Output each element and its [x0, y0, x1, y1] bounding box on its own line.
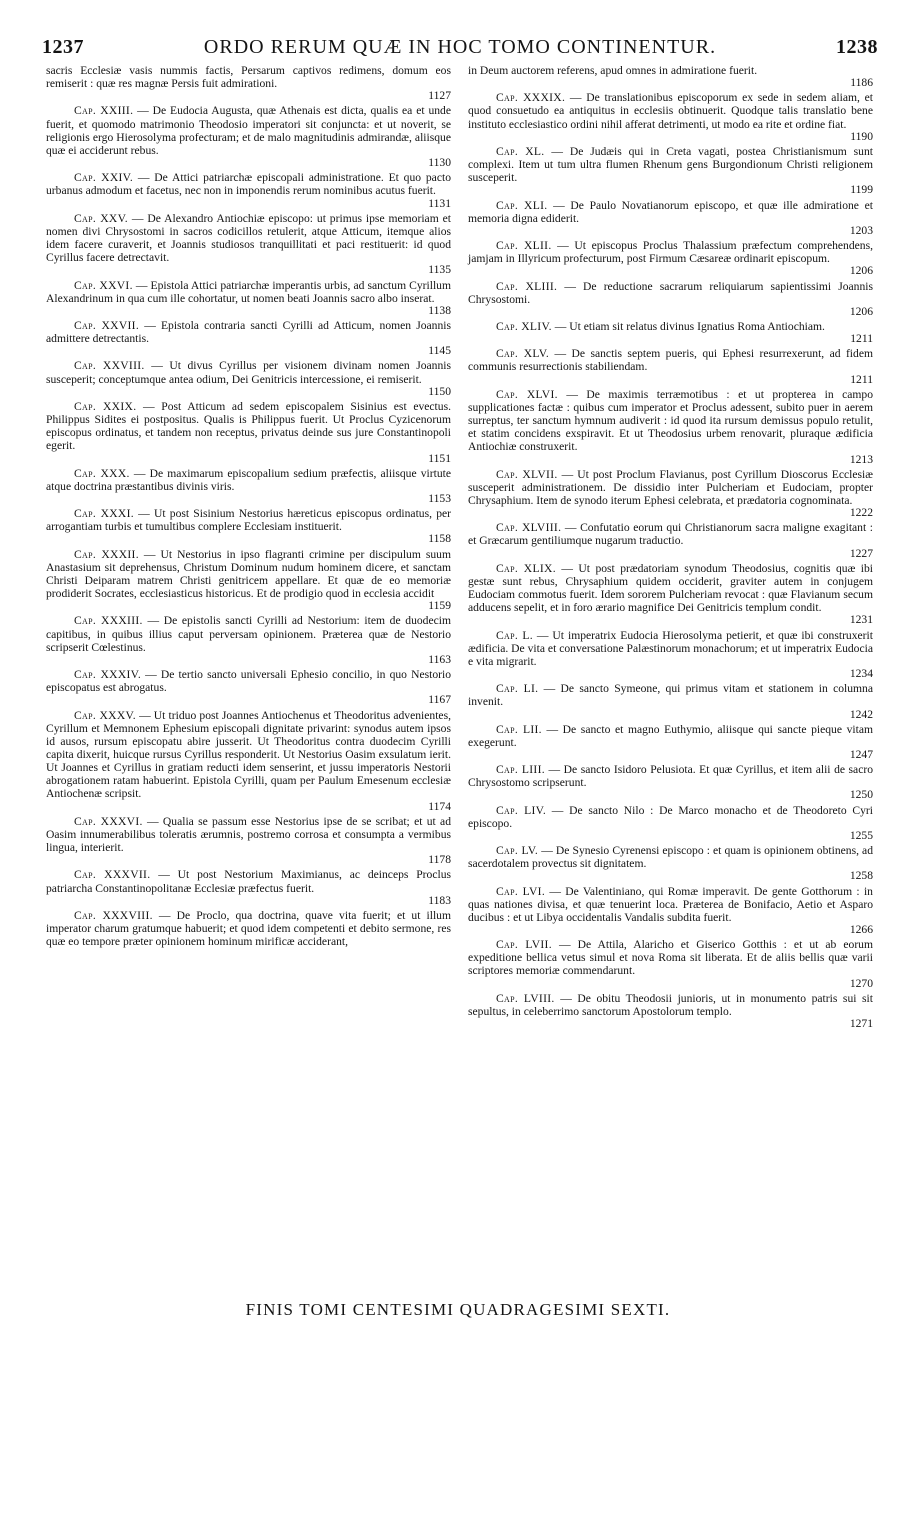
toc-entry	[46, 709, 451, 813]
chapter-description: — De sancto Isidoro Pelusiota. Et quæ Cyrillus, et item alii de sacro Chrysostomo scripserunt.	[468, 763, 874, 790]
chapter-description: — Ut post prædatoriam synodum Theodosius, cognitis quæ ibi gestæ sunt rebus, Chrysaphium quidem occiderit, graviter autem in conjugem Eudociam commotus fuerit. Idem sororem Pulcheriam revocat : quæ Flavianum secum adducens sepelit, et in foro ærario magnifice Dei Genitricis templum condit.	[468, 561, 873, 615]
column-reference: 1203	[849, 223, 873, 237]
chapter-description: — De Proclo, qua doctrina, quave vita fuerit; et ut illum imperator charum gratumque habuerit; et quod idem competenti et debito sermone, res quæ eo tempore præter opinionem hominum mirificæ acciderant,	[46, 908, 451, 949]
column-reference: 1138	[428, 303, 451, 317]
column-reference: 1247	[849, 747, 873, 761]
chapter-description: — Qualia se passum esse Nestorius ipse de se scribat; et ut ad Oasim innumerabilibus toleratis ærumnis, postremo corrosa et consumpta a vermibus lingua, interierit.	[46, 814, 451, 855]
chapter-description: — De Attila, Alaricho et Giserico Gotthis : et ut ab eorum expeditione bellica vetus simul et nova Roma sit liberata. Et de aliis bellis quæ varii scriptores memoriæ commendarunt.	[468, 938, 873, 978]
chapter-label: Cap. XLI.	[496, 198, 548, 212]
chapter-description: — De Judæis qui in Creta vagati, postea Christianismum sunt complexi. Item ut tum ultra flumen Rhenum gens Burgondionum Christi religionem susceperit.	[468, 144, 873, 185]
chapter-description: — Epistola Attici patriarchæ imperantis urbis, ad sanctum Cyrillum Alexandrinum in qua cum ille cohortatur, ut nomen beati Joannis sacro albo inserat.	[46, 278, 452, 305]
chapter-label: Cap. XXXII.	[74, 547, 139, 561]
chapter-description: — Ut post Sisinium Nestorius hæreticus episcopus ordinatus, per arrogantiam turbis et tumultibus complere Ecclesiam instituerit.	[46, 507, 452, 534]
column-reference: 1174	[428, 799, 451, 813]
column-reference: 1159	[428, 599, 451, 613]
chapter-label: Cap. XXV.	[74, 211, 128, 225]
toc-entry	[468, 468, 873, 520]
chapter-label: Cap. LVI.	[496, 884, 546, 898]
chapter-description: — De Synesio Cyrenensi episcopo : et quam is opinionem obtinens, ad sacerdotalem provectus sit dignitatem.	[468, 844, 874, 871]
chapter-label: Cap. XLIII.	[496, 279, 558, 293]
column-reference: 1206	[849, 264, 873, 278]
column-reference: 1234	[849, 667, 873, 681]
toc-entry	[468, 938, 873, 990]
chapter-label: Cap. XXXIII.	[74, 614, 143, 628]
toc-entry	[468, 91, 873, 143]
chapter-description: — De maximarum episcopalium sedium præfectis, aliisque virtute atque doctrina præstantibus divinis viris.	[46, 466, 451, 493]
chapter-label: Cap. XLVIII.	[496, 521, 562, 535]
toc-entry	[46, 212, 451, 277]
column-reference: 1151	[428, 451, 451, 465]
chapter-description: — De sancto Nilo : De Marco monacho et de Theodoreto Cyri episcopo.	[468, 803, 873, 830]
toc-entry	[46, 359, 451, 397]
column-reference: 1153	[428, 492, 451, 505]
toc-entry	[468, 804, 873, 842]
column-reference: 1213	[849, 452, 873, 466]
column-reference: 1206	[849, 304, 873, 318]
toc-entry	[468, 885, 873, 937]
column-reference: 1227	[849, 546, 873, 560]
column-reference: 1163	[428, 652, 451, 666]
toc-entry	[468, 388, 873, 466]
chapter-label: Cap. XXIV.	[74, 171, 134, 185]
toc-entry	[46, 64, 451, 102]
chapter-description: — De reductione sacrarum reliquiarum sapientissimi Joannis Chrysostomi.	[468, 279, 873, 306]
toc-entry	[46, 909, 451, 948]
chapter-description: — Ut post Proclum Flavianus, post Cyrillum Dioscorus Ecclesiæ susceperit administrationem. De dissidio inter Pulcheriam et Eudociam, propter Chrysaphium. Item de synodo iterum Ephesi celebrata, et prædatoria cognominata.	[468, 467, 873, 507]
toc-entry	[46, 548, 451, 613]
toc-entry	[46, 104, 451, 169]
chapter-description: — Ut post Nestorium Maximianus, ac deinceps Proclus patriarcha Constantinopolitanæ Ecclesiæ præfectus fuerit.	[46, 868, 452, 895]
chapter-label: Cap. LIII.	[496, 763, 545, 777]
chapter-description: — De sancto et magno Euthymio, aliisque qui sancte pieque vitam exegerunt.	[468, 722, 873, 749]
toc-entry	[468, 320, 873, 345]
chapter-description: — Ut imperatrix Eudocia Hierosolyma petierit, et quæ ibi construxerit ædificia. De vita et conversatione Palæstinorum monachorum; et ut imperatrix Eudocia e vita migrarit.	[468, 628, 873, 668]
chapter-description: — Confutatio eorum qui Christianorum sacra maligne exagitant : et Græcarum gentiliumque nugarum traductio.	[468, 521, 874, 548]
chapter-label: Cap. XXXVII.	[74, 868, 151, 882]
toc-entry	[46, 668, 451, 706]
column-reference: 1271	[849, 1017, 873, 1031]
toc-entry	[46, 279, 451, 317]
column-reference: 1211	[850, 372, 873, 386]
chapter-description: — Epistola contraria sancti Cyrilli ad Atticum, nomen Joannis admittere detrectantis.	[46, 318, 452, 346]
chapter-description: — De maximis terræmotibus : et ut propterea in campo supplicationes factæ : quibus cum imperator et Proclus adessent, subito puer in aerem surreptus, ter sanctum hymnum audiverit : id quod ita rursum demissus populo retulit, et statim concidens exspiravit. Et ut Theodosius urbem renovarit, pluraque ædificia Antiochiæ construxerit.	[468, 387, 873, 454]
chapter-label: Cap. LII.	[496, 722, 542, 736]
chapter-label: Cap. XXXVI.	[74, 814, 143, 828]
finis-line: FINIS TOMI CENTESIMI QUADRAGESIMI SEXTI.	[245, 1300, 671, 1319]
chapter-description: — De Eudocia Augusta, quæ Athenais est dicta, qualis ea et unde fuerit, et quomodo matrimonio Theodosio imperatori sit conjuncta: et ut noverit, se religionis ergo Hierosolyma profecturam; et de malo magnitudinis admirandæ, aliisque quæ ei acciderunt rebus.	[46, 104, 451, 157]
page-number-right: 1238	[836, 36, 878, 58]
toc-entry	[468, 682, 873, 720]
chapter-label: Cap. XXX.	[74, 466, 130, 480]
chapter-description: — De translationibus episcoporum ex sede in sedem aliam, et quod consuetudo ea antiquitus in ecclesiis obtinuerit. Quodque talis translatio bene instituto ecclesiastico ordini nihil afferat detrimenti, ut modo ea rite et ordine fiat.	[468, 91, 873, 131]
column-reference: 1258	[849, 869, 873, 883]
column-reference: 1127	[428, 89, 451, 103]
chapter-label: Cap. XXIX.	[74, 399, 137, 413]
column-reference: 1199	[850, 183, 873, 197]
chapter-label: Cap. LV.	[496, 844, 539, 858]
chapter-description: — De Paulo Novatianorum episcopo, et quæ ille admiratione et memoria digna ediderit.	[468, 198, 873, 225]
chapter-description: — De sancto Symeone, qui primus vitam et stationem in columna invenit.	[468, 682, 873, 709]
chapter-description: — Ut episcopus Proclus Thalassium præfectum comprehendens, jamjam in Illyricum profecturum, post Firmum Cæsareæ ordinarit episcopum.	[468, 239, 873, 266]
column-reference: 1242	[849, 707, 873, 721]
column-reference: 1250	[849, 788, 873, 802]
chapter-label: Cap. XLV.	[496, 347, 550, 361]
chapter-description: sacris Ecclesiæ vasis nummis factis, Persarum captivos redimens, domum eos remiserit : quæ res magnæ Persis fuit admirationi.	[46, 64, 451, 91]
column-reference: 1131	[428, 196, 451, 210]
column-reference: 1186	[850, 76, 873, 90]
toc-entry	[468, 723, 873, 761]
toc-entry	[468, 64, 873, 89]
toc-entry	[46, 319, 451, 357]
chapter-label: Cap. XXXI.	[74, 507, 134, 521]
chapter-description: — Ut Nestorius in ipso flagranti crimine per discipulum suum Anastasium sit deprehensus, Christum Dominum nudum hominem dicere, et sanctam Christi Deiparam matrem Christi genitricem appellare. Et quæ de eo memoriæ prodiderit Socrates, ecclesiasticus historicus. Et de prodigio quod in ecclesia accidit	[46, 547, 451, 601]
chapter-description: — De Alexandro Antiochiæ episcopo: ut primus ipse memoriam et nomen divi Chrysostomi in sacros codicillos retulerit, atque Atticum, itemque alios idem facere curaverit, et Joannis studiosos tranquillitati et paci restituerit: id quod Cyrillus facere detrectavit.	[46, 211, 451, 265]
column-reference: 1211	[850, 332, 873, 346]
column-reference: 1255	[849, 828, 873, 842]
toc-entry	[46, 868, 451, 906]
column-reference: 1183	[428, 893, 451, 907]
chapter-label: Cap. XXXVIII.	[74, 908, 153, 922]
toc-entry	[468, 521, 873, 559]
toc-entry	[46, 400, 451, 465]
chapter-label: Cap. XXXV.	[74, 708, 136, 722]
chapter-description: — De epistolis sancti Cyrilli ad Nestorium: item de duodecim capitibus, in quibus illius caput perversam opinionem. Præterea quæ de Nestorio scripserit Cœlestinus.	[46, 614, 451, 654]
toc-entry	[468, 562, 873, 627]
chapter-description: — Ut divus Cyrillus per visionem divinam nomen Joannis susceperit; conceptumque antea odium, Dei Genitricis intercessione, ei remiserit.	[46, 359, 451, 386]
running-title: ORDO RERUM QUÆ IN HOC TOMO CONTINENTUR.	[203, 36, 717, 58]
column-reference: 1158	[428, 532, 451, 546]
column-reference: 1167	[428, 693, 451, 707]
toc-entry	[46, 614, 451, 666]
chapter-label: Cap. XL.	[496, 144, 545, 158]
column-reference: 1130	[428, 156, 451, 170]
column-reference: 1150	[428, 384, 451, 398]
chapter-description: — Ut triduo post Joannes Antiochenus et Theodoritus advenientes, Cyrillum et Memnonem Ephesium episcopali dignitate privarint: synodus autem ipsos id ausos, rursum episcopatu abire jusserit. Ut Theodoritus contra duodecim Cyrilli capita dixerit, huicque rursus Cyrillus responderit. Ut Nestorius Oasim exsulatum ierit. Ut Joannes et Cyrillus in gratiam reducti idem senserint, et jussu imperatoris Nestorii abrogationem ratam habuerint. Epistola Cyrilli, quam per Paulum Emesenum ecclesiæ Antiochenæ scripsit.	[46, 708, 451, 801]
chapter-description: — De Valentiniano, qui Romæ imperavit. De gente Gotthorum : in quas nationes divisa, et quæ tenuerint loca. Præterea de Bonifacio, Aetio et Asparo ducibus : et ut Libya occidentalis Vandalis subdita fuerit.	[468, 884, 873, 924]
chapter-label: Cap. XLVI.	[496, 387, 558, 401]
column-reference: 1266	[849, 923, 873, 936]
toc-entry	[468, 199, 873, 237]
chapter-description: — De obitu Theodosii junioris, ut in monumento patris sui sit sepultus, in celeberrimo sanctorum Apostolorum templo.	[468, 991, 873, 1018]
column-reference: 1222	[849, 506, 873, 520]
page-number-left: 1237	[42, 36, 84, 58]
chapter-label: Cap. XLIV.	[496, 319, 552, 333]
column-reference: 1135	[428, 263, 451, 277]
toc-entry	[46, 815, 451, 867]
chapter-label: Cap. XXXIX.	[496, 91, 566, 105]
toc-entry	[468, 280, 873, 318]
chapter-label: Cap. L.	[496, 628, 533, 642]
column-reference: 1190	[850, 129, 873, 143]
toc-entry	[468, 992, 873, 1030]
toc-entry	[468, 239, 873, 277]
chapter-description: — De Attici patriarchæ episcopali administratione. Et quo pacto urbanus admodum et facetus, nec non in imponendis rerum nominibus acutus fuerit.	[46, 171, 451, 198]
chapter-label: Cap. XXVIII.	[74, 359, 145, 373]
chapter-label: Cap. XLII.	[496, 239, 552, 253]
left-column	[46, 64, 451, 950]
chapter-label: Cap. LIV.	[496, 803, 547, 817]
toc-entry	[46, 171, 451, 209]
column-reference: 1231	[849, 613, 873, 627]
toc-entry	[46, 507, 451, 545]
chapter-label: Cap. LVIII.	[496, 991, 555, 1005]
chapter-label: Cap. XXVI.	[74, 278, 133, 292]
toc-entry	[468, 629, 873, 681]
chapter-label: Cap. XXVII.	[74, 318, 140, 332]
toc-entry	[468, 763, 873, 801]
toc-entry	[468, 145, 873, 197]
chapter-description: — Post Atticum ad sedem episcopalem Sisinius est evectus. Philippus Sidites ei postpositus. Qualis is Philippus fuerit. Ut Proclus Cyzicenorum episcopus ordinatus, et tandem non receptus, privatus deinde sus jure Constantinopoli egerit.	[46, 399, 451, 453]
chapter-label: Cap. XXIII.	[74, 104, 134, 118]
column-reference: 1145	[428, 344, 451, 358]
chapter-label: Cap. XLIX.	[496, 561, 556, 575]
toc-entry	[468, 844, 873, 882]
column-reference: 1270	[849, 976, 873, 990]
chapter-description: — Ut etiam sit relatus divinus Ignatius Roma Antiochiam.	[554, 319, 825, 333]
chapter-label: Cap. XXXIV.	[74, 668, 142, 682]
running-header	[42, 36, 878, 66]
chapter-label: Cap. XLVII.	[496, 467, 558, 481]
chapter-label: Cap. LI.	[496, 682, 539, 696]
chapter-description: — De sanctis septem pueris, qui Ephesi resurrexerunt, ad fidem communis resurrectionis stabiliendam.	[468, 347, 873, 374]
column-reference: 1178	[428, 853, 451, 867]
toc-entry	[46, 467, 451, 505]
chapter-description: — De tertio sancto universali Ephesio concilio, in quo Nestorio episcopatus est abrogatus.	[46, 668, 452, 695]
chapter-description: in Deum auctorem referens, apud omnes in admiratione fuerit.	[468, 64, 758, 77]
chapter-label: Cap. LVII.	[496, 938, 552, 952]
toc-entry	[468, 347, 873, 385]
right-column	[468, 64, 873, 1032]
